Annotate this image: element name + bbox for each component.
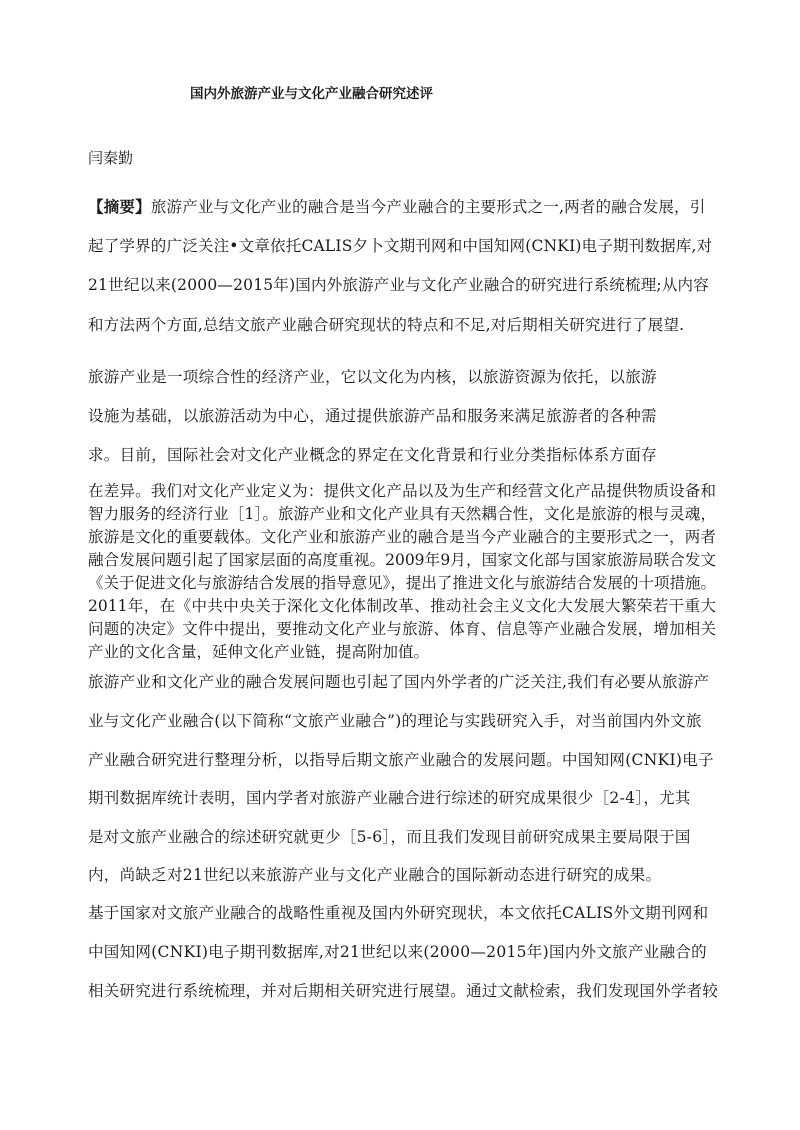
body-line: 求。目前，国际社会对文化产业概念的界定在文化背景和行业分类指标体系方面存 <box>88 446 657 464</box>
body-line: 相关研究进行系统梳理，并对后期相关研究进行展望。通过文献检索，我们发现国外学者较 <box>88 982 719 1000</box>
body-line: 期刊数据库统计表明，国内学者对旅游产业融合进行综述的研究成果很少［2-4］，尤其 <box>88 789 691 807</box>
abstract-line: 和方法两个方面,总结文旅产业融合研究现状的特点和不足,对后期相关研究进行了展望. <box>88 316 685 334</box>
abstract-line <box>88 195 718 217</box>
body-line: 业与文化产业融合(以下简称“文旅产业融合”)的理论与实践研究入手，对当前国内外文旅 <box>88 712 702 730</box>
body-line: 产业融合研究进行整理分析，以指导后期文旅产业融合的发展问题。中国知网(CNKI)电子 <box>88 751 714 769</box>
body-line: 旅游产业是一项综合性的经济产业，它以文化为内核，以旅游资源为依托，以旅游 <box>88 368 657 386</box>
abstract-line: 21世纪以来(2000—2015年)国内外旅游产业与文化产业融合的研究进行系统梳理;从内容 <box>88 276 709 294</box>
body-line: 中国知网(CNKI)电子期刊数据库,对21世纪以来(2000—2015年)国内外文旅产业融合的 <box>88 943 707 961</box>
abstract-line: 起了学界的广泛关注•文章依托CALIS夕卜文期刊网和中国知网(CNKI)电子期刊数据库,对 <box>88 237 713 255</box>
body-paragraph: 在差异。我们对文化产业定义为：提供文化产品以及为生产和经营文化产品提供物质设备和智力服务的经济行业［1］。旅游产业和文化产业具有天然耦合性，文化是旅游的根与灵魂，旅游是文化的重要载体。文化产业和旅游产业的融合是当今产业融合的主要形式之一，两者融合发展问题引起了国家层面的高度重视。2009年9月，国家文化部与国家旅游局联合发文《关于促进文化与旅游结合发展的指导意见》，提出了推进文化与旅游结合发展的十项措施。2011年，在《中共中央关于深化文化体制改革、推动社会主义文化大发展大繁荣若干重大问题的决定》文件中提出，要推动文化产业与旅游、体育、信息等产业融合发展，增加相关产业的文化含量，延伸文化产业链，提高附加值。 <box>88 482 716 661</box>
body-line: 基于国家对文旅产业融合的战略性重视及国内外研究现状，本文依托CALIS外文期刊网和 <box>88 904 709 922</box>
abstract-text: 旅游产业与文化产业的融合是当今产业融合的主要形式之一,两者的融合发展，引 <box>150 198 706 216</box>
paper-title: 国内外旅游产业与文化产业融合研究述评 <box>190 86 433 102</box>
body-line: 是对文旅产业融合的综述研究就更少［5-6］，而且我们发现目前研究成果主要局限于国 <box>88 828 691 846</box>
body-line: 旅游产业和文化产业的融合发展问题也引起了国内外学者的广泛关注,我们有必要从旅游产 <box>88 673 710 691</box>
body-line: 内，尚缺乏对21世纪以来旅游产业与文化产业融合的国际新动态进行研究的成果。 <box>88 866 662 884</box>
author-name: 闫秦勤 <box>88 149 134 167</box>
abstract-label: 【摘要】 <box>88 197 151 216</box>
body-line: 设施为基础，以旅游活动为中心，通过提供旅游产品和服务来满足旅游者的各种需 <box>88 407 657 425</box>
